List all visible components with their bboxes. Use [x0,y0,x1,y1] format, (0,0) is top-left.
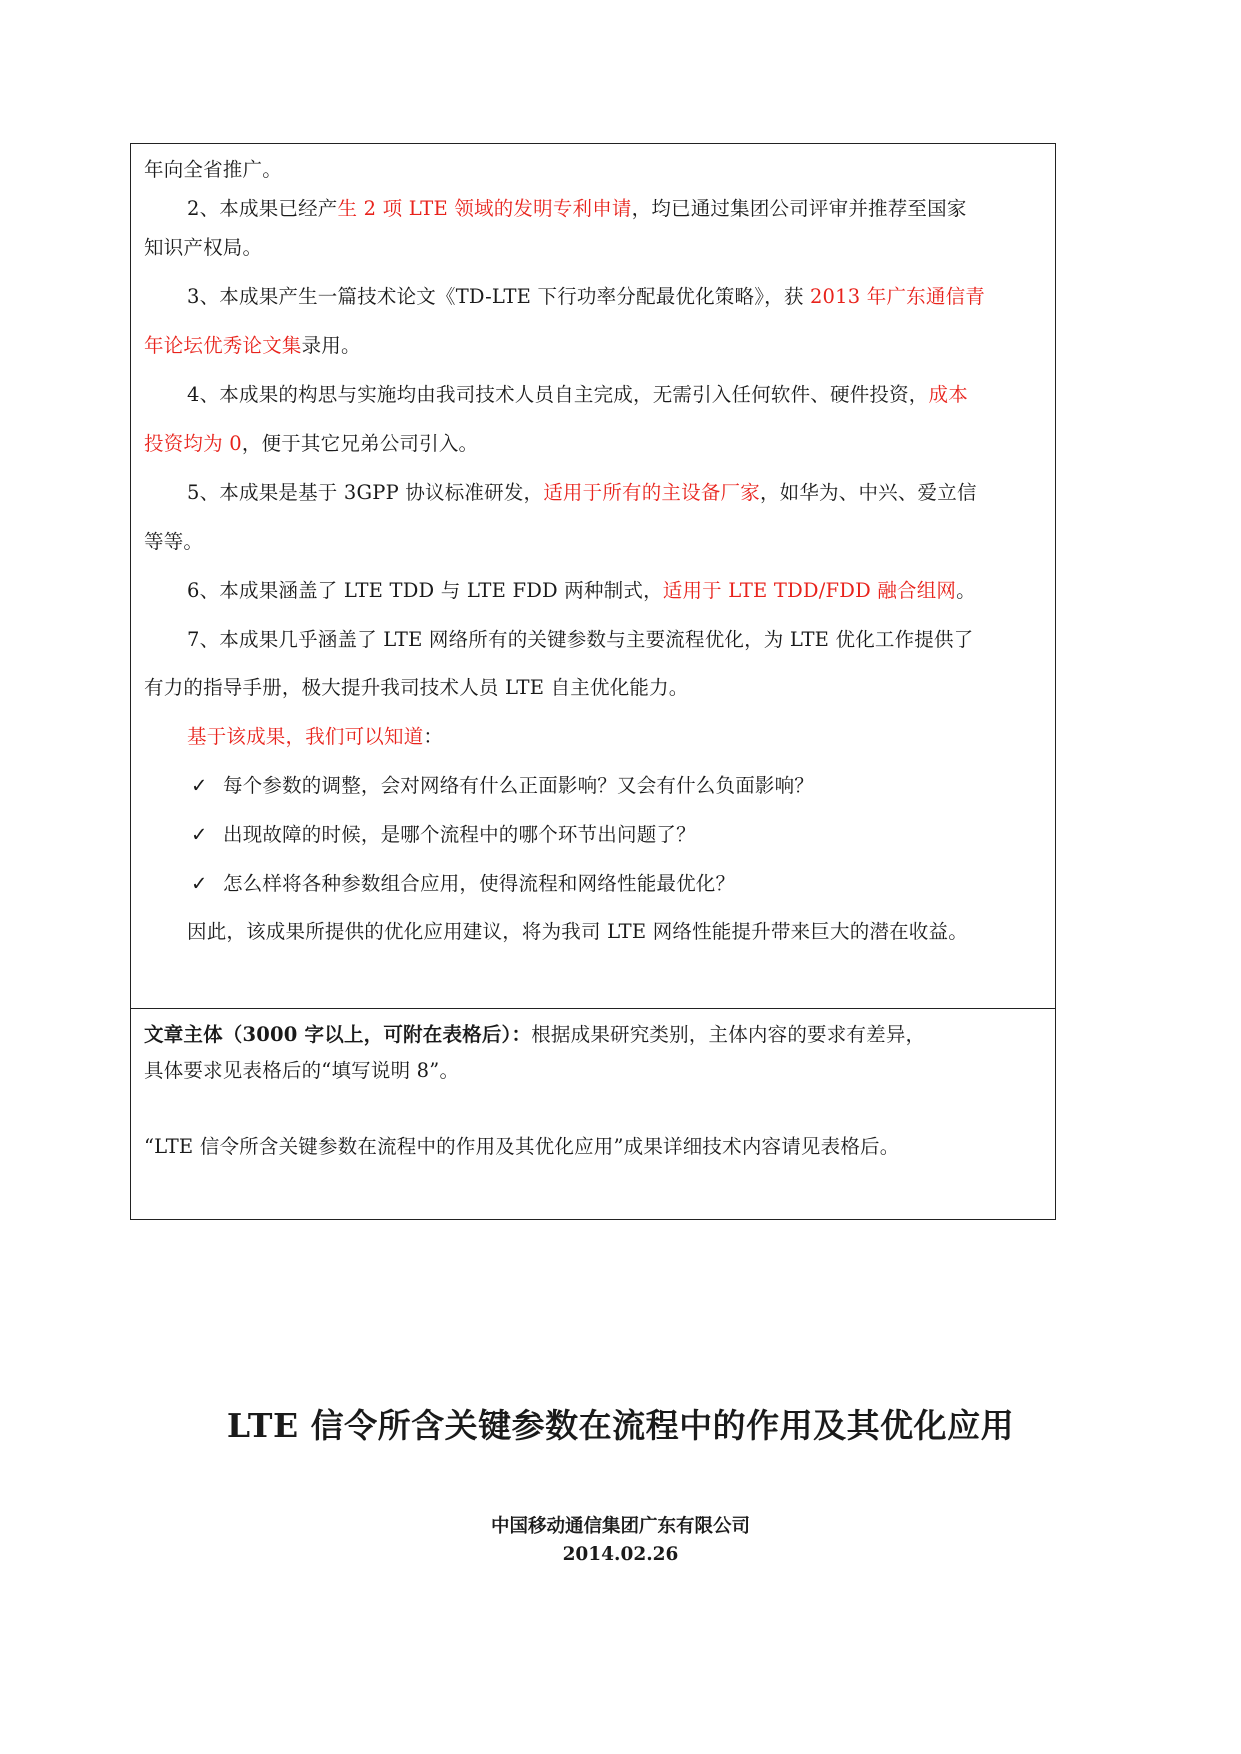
item-2: 2、本成果已经产生 2 项 LTE 领域的发明专利申请，均已通过集团公司评审并推荐至国家 [187,197,967,220]
text-line: 具体要求见表格后的“填写说明 8”。 [144,1059,460,1082]
organization: 中国移动通信集团广东有限公司 [490,1516,750,1537]
achievement-summary-cell [131,144,1055,1009]
text-line: “LTE 信令所含关键参数在流程中的作用及其优化应用”成果详细技术内容请见表格后。 [144,1135,900,1158]
date: 2014.02.26 [562,1544,679,1565]
knowledge-intro: 基于该成果，我们可以知道： [187,725,444,748]
item-7: 7、本成果几乎涵盖了 LTE 网络所有的关键参数与主要流程优化，为 LTE 优化工作提供了 [187,628,974,651]
text-line: 年论坛优秀论文集录用。 [144,334,361,357]
check-icon: ✓ [191,823,208,846]
article-body-heading: 文章主体（3000 字以上，可附在表格后）：根据成果研究类别，主体内容的要求有差异， [144,1023,926,1046]
check-item: ✓ 怎么样将各种参数组合应用，使得流程和网络性能最优化？ [191,872,736,895]
text-line: 知识产权局。 [144,236,263,259]
text-line: 年向全省推广。 [144,158,282,181]
check-item: ✓ 每个参数的调整，会对网络有什么正面影响？又会有什么负面影响？ [191,774,815,797]
text-line: 等等。 [144,530,204,553]
check-icon: ✓ [191,872,208,895]
conclusion: 因此，该成果所提供的优化应用建议，将为我司 LTE 网络性能提升带来巨大的潜在收益。 [187,920,968,943]
item-3: 3、本成果产生一篇技术论文《TD-LTE 下行功率分配最优化策略》，获 2013 年广东通信青 [187,285,985,308]
text-line: 有力的指导手册，极大提升我司技术人员 LTE 自主优化能力。 [144,676,689,699]
achievement-table [130,143,1056,1220]
text-line: 投资均为 0，便于其它兄弟公司引入。 [144,432,479,455]
article-body-cell [131,1009,1055,1219]
check-item: ✓ 出现故障的时候，是哪个流程中的哪个环节出问题了？ [191,823,696,846]
document-title: LTE 信令所含关键参数在流程中的作用及其优化应用 [226,1406,1015,1445]
item-4: 4、本成果的构思与实施均由我司技术人员自主完成，无需引入任何软件、硬件投资，成本 [187,383,968,406]
check-icon: ✓ [191,774,208,797]
item-6: 6、本成果涵盖了 LTE TDD 与 LTE FDD 两种制式，适用于 LTE TDD/FDD 融合组网。 [187,579,976,602]
item-5: 5、本成果是基于 3GPP 协议标准研发，适用于所有的主设备厂家，如华为、中兴、爱立信 [187,481,977,504]
